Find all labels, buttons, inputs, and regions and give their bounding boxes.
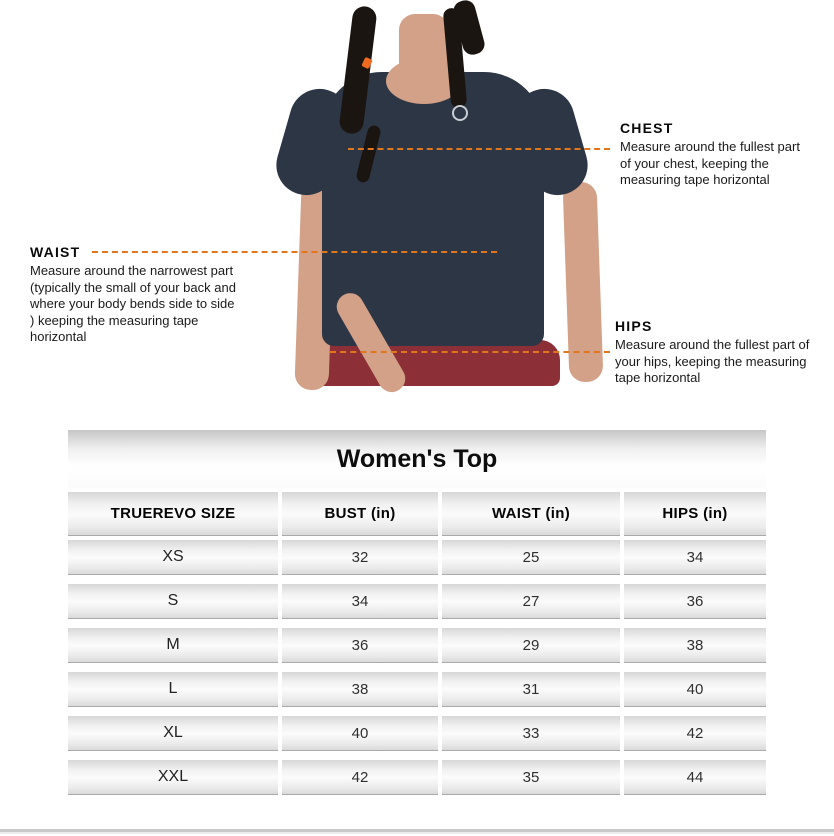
- table-row: [68, 628, 766, 672]
- header-bust-column: BUST (in): [282, 492, 438, 536]
- size-cell: XXL: [68, 760, 278, 795]
- table-row: [68, 584, 766, 628]
- model-neck: [399, 14, 449, 84]
- header-waist-column: WAIST (in): [442, 492, 620, 536]
- value-cell: 42: [624, 716, 766, 751]
- value-cell: 36: [282, 628, 438, 663]
- hips-annotation-label: HIPS: [615, 318, 653, 334]
- size-table-rows: [68, 540, 766, 804]
- table-row: [68, 716, 766, 760]
- size-cell: L: [68, 672, 278, 707]
- hips-annotation-text: Measure around the fullest part of your hips, keeping the measuring tape horizontal: [615, 337, 810, 385]
- size-table: [68, 430, 766, 804]
- value-cell: 27: [442, 584, 620, 619]
- value-cell: 33: [442, 716, 620, 751]
- waist-annotation: [30, 244, 236, 346]
- value-cell: 25: [442, 540, 620, 575]
- size-cell: S: [68, 584, 278, 619]
- chest-measure-line: [348, 148, 610, 150]
- value-cell: 34: [282, 584, 438, 619]
- hips-annotation: [615, 318, 811, 387]
- waist-annotation-text: Measure around the narrowest part (typically the small of your back and where your body bends side to side ) keeping the measuring tape horizontal: [30, 263, 236, 344]
- chest-annotation-label: CHEST: [620, 120, 674, 136]
- header-size-column: TRUEREVO SIZE: [68, 492, 278, 536]
- value-cell: 34: [624, 540, 766, 575]
- table-row: [68, 672, 766, 716]
- bottom-divider-highlight: [0, 832, 834, 834]
- chest-annotation: [620, 120, 808, 189]
- hips-measure-line: [330, 351, 610, 353]
- size-cell: XS: [68, 540, 278, 575]
- value-cell: 42: [282, 760, 438, 795]
- value-cell: 29: [442, 628, 620, 663]
- size-cell: M: [68, 628, 278, 663]
- value-cell: 38: [282, 672, 438, 707]
- value-cell: 31: [442, 672, 620, 707]
- value-cell: 40: [624, 672, 766, 707]
- model-pants: [312, 340, 560, 386]
- value-cell: 35: [442, 760, 620, 795]
- brand-logo-icon: [452, 105, 468, 121]
- value-cell: 44: [624, 760, 766, 795]
- size-table-title: Women's Top: [336, 444, 498, 473]
- size-table-title-row: [68, 430, 766, 488]
- value-cell: 38: [624, 628, 766, 663]
- size-cell: XL: [68, 716, 278, 751]
- header-hips-column: HIPS (in): [624, 492, 766, 536]
- value-cell: 32: [282, 540, 438, 575]
- chest-annotation-text: Measure around the fullest part of your chest, keeping the measuring tape horizontal: [620, 139, 800, 187]
- value-cell: 36: [624, 584, 766, 619]
- table-row: [68, 760, 766, 804]
- waist-annotation-label: WAIST: [30, 244, 81, 260]
- value-cell: 40: [282, 716, 438, 751]
- table-row: [68, 540, 766, 584]
- size-table-header-row: [68, 492, 766, 540]
